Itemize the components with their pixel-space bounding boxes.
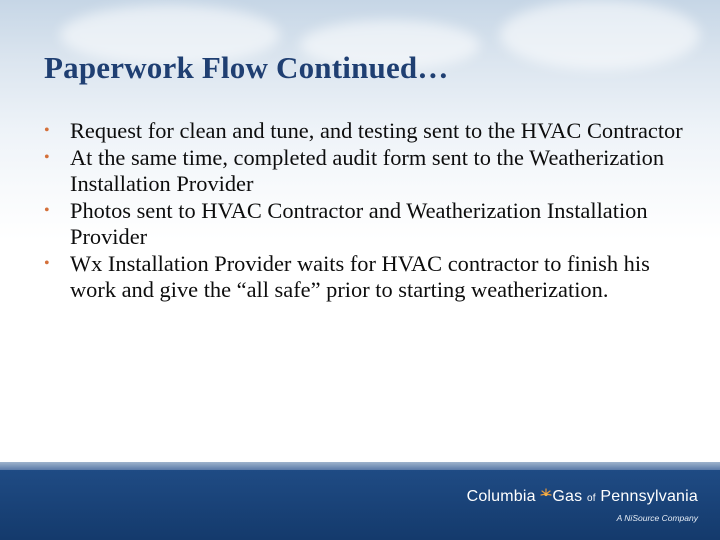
logo-gas: Gas <box>552 488 583 505</box>
bullet-text: Request for clean and tune, and testing sent to the HVAC Contractor <box>70 118 683 143</box>
logo-pennsylvania: Pennsylvania <box>600 488 698 505</box>
bullet-list <box>44 118 684 304</box>
bullet-text: At the same time, completed audit form sent to the Weatherization Installation Provider <box>70 144 665 196</box>
footer-bar <box>0 470 720 540</box>
bullet-marker: • <box>44 122 50 139</box>
bullet-item <box>44 198 684 251</box>
bullet-item <box>44 118 684 145</box>
bullet-marker: • <box>44 254 50 272</box>
slide-title: Paperwork Flow Continued… <box>44 50 449 85</box>
bullet-marker: • <box>44 201 50 219</box>
logo-tagline: A NiSource Company <box>616 513 698 523</box>
bullet-item <box>44 251 684 304</box>
bullet-item <box>44 145 684 198</box>
footer-stripe <box>0 462 720 470</box>
bullet-marker: • <box>44 148 50 166</box>
bullet-text: Wx Installation Provider waits for HVAC contractor to finish his work and give the “all safe” prior to starting weatherization. <box>70 250 650 302</box>
flame-icon <box>540 488 552 500</box>
sky-cloud <box>500 0 700 70</box>
logo-columbia: Columbia <box>466 488 536 505</box>
company-logo <box>467 488 698 523</box>
logo-wordmark <box>467 488 698 506</box>
logo-of: of <box>587 493 596 504</box>
bullet-text: Photos sent to HVAC Contractor and Weatherization Installation Provider <box>70 197 648 249</box>
